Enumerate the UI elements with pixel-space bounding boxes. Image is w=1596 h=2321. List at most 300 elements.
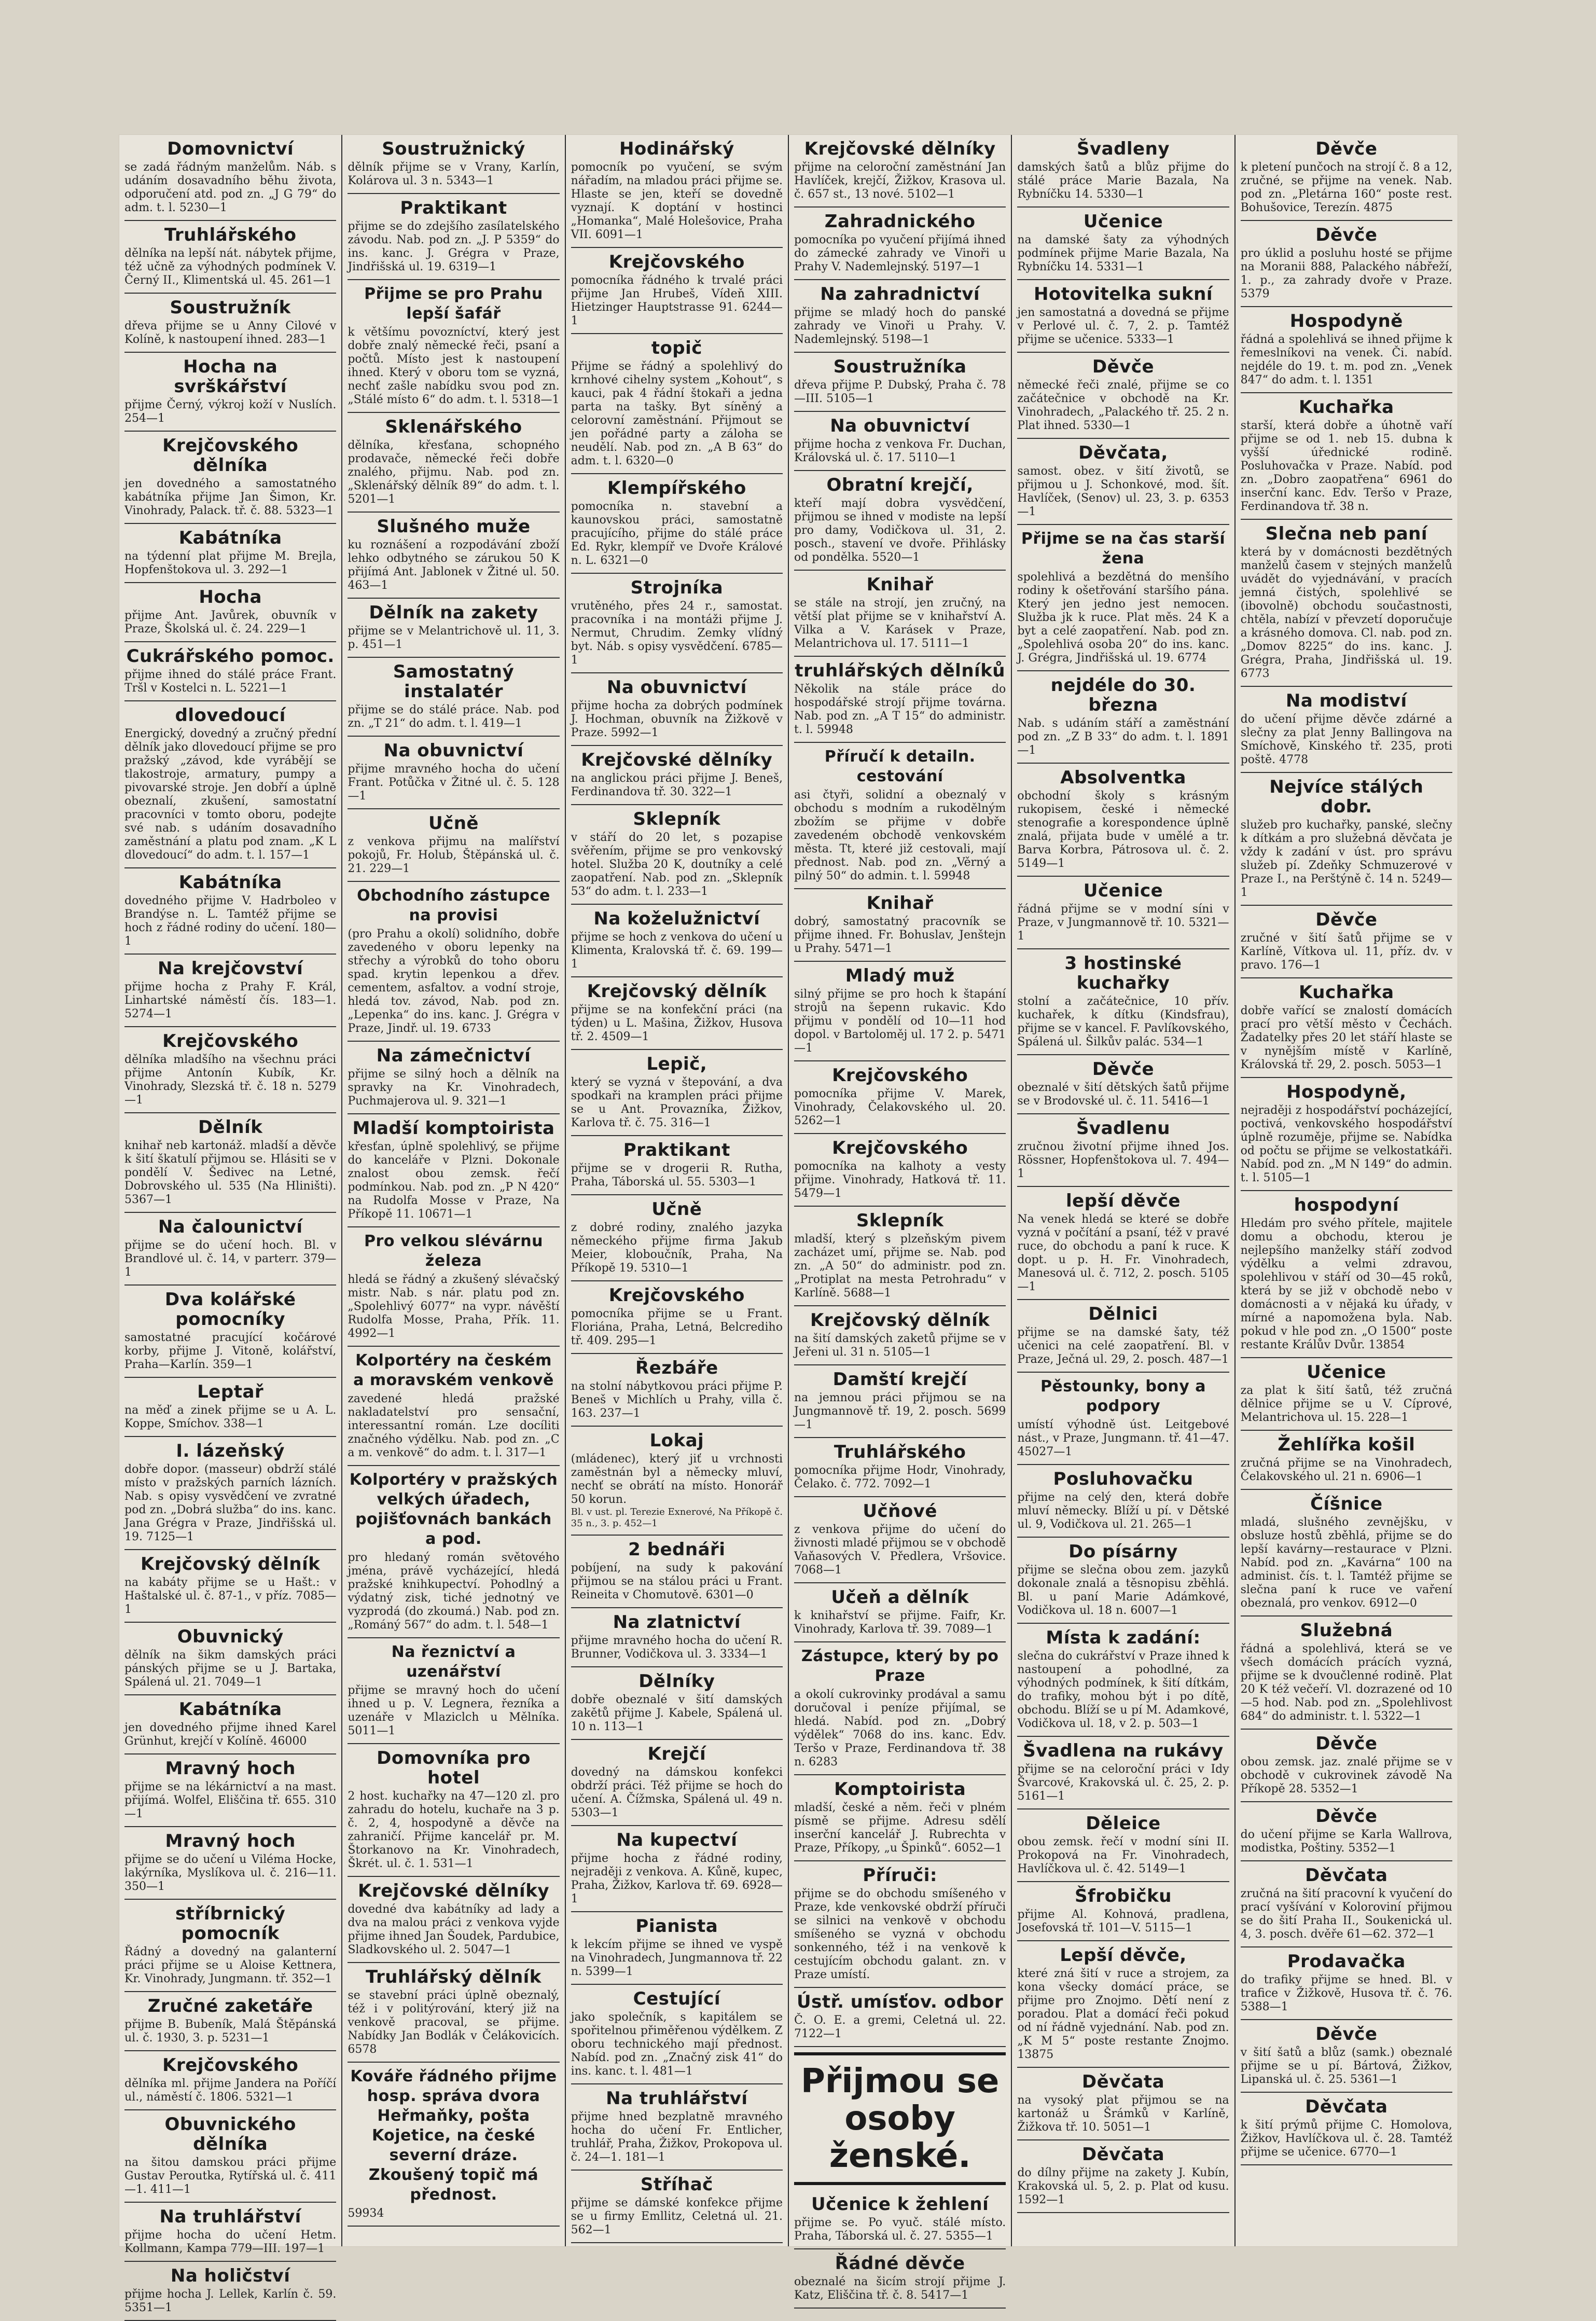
ad-text: přijme mravného hocha do učení Frant. Potůčka v Žitné ul. č. 5. 128—1: [348, 763, 560, 803]
ad-title: Na modiství: [1285, 690, 1407, 711]
classified-ad: [1241, 1617, 1452, 1730]
ad-text: přijme se silný hoch a dělník na spravky na Kr. Vinohradech, Puchmajerova ul. 9. 321—1: [348, 1068, 560, 1108]
classified-ad: [1017, 877, 1229, 949]
ad-text: přijme se dámské konfekce přijme se u firmy Emllitz, Celetná ul. 21. 562—1: [571, 2196, 783, 2236]
classified-ad: [124, 1550, 336, 1623]
ad-text: na šití damských zaketů přijme se v Jeřeni ul. 31 n. 5105—1: [794, 1332, 1006, 1359]
ad-title: Děvčata: [1081, 2144, 1165, 2165]
classified-ad: [571, 1281, 783, 1354]
ad-title: 3 hostinské kuchařky: [1064, 953, 1182, 993]
classified-ad: [794, 208, 1006, 280]
ad-title: Sklepník: [633, 809, 721, 830]
ad-text: dobře vařící se znalostí domácích prací pro větší město v Čechách. Žadatelky přes 20 let stáří hlaste se v nynějším místě v Karlíně, Královská tř. 29, 2. posch. 5053—1: [1240, 1004, 1452, 1071]
ad-text: Přijme se řádný a spolehlivý do krnhové cihelny system „Kohout“, s kauci, pak 4 řádní štokaři a jedna parta na tašky. Byt síněný a celorovní zaměstnání. Přijmout se jen pořádné party a záloha se neudělí. Nab. pod zn. „A B 63“ do adm. t. l. 6320—0: [571, 360, 783, 467]
ad-title: Děvče: [1315, 2024, 1378, 2044]
ad-text: přijme se na celoroční práci v Idy Švarcové, Krakovská ul. č. 25, 2. p. 5161—1: [1017, 1763, 1229, 1803]
ad-text: přijme mravného hocha do učení R. Brunner, Vodičkova ul. 3. 3334—1: [571, 1634, 783, 1661]
classified-ad: [571, 2171, 783, 2243]
classified-ad: [794, 2249, 1006, 2309]
ad-title: Děvče: [1092, 1059, 1155, 1080]
ad-text: přijme se do učení u Viléma Hocke, lakýrníka, Myslíkova ul. č. 216—11. 350—1: [124, 1853, 337, 1893]
ad-title: Děvče: [1315, 909, 1378, 930]
classified-ad: [124, 1900, 336, 1992]
ad-text: německé řeči znalé, přijme se co začátečnice v obchodě na Kr. Vinohradech, „Palackého tř. 25. 2 n. Plat ihned. 5330—1: [1017, 379, 1229, 432]
classified-ad: [124, 1827, 336, 1900]
classified-ad: [1017, 1538, 1229, 1624]
classified-ad: [794, 1207, 1006, 1306]
ad-text: přijme se do učení hoch. Bl. v Brandlové ul. č. 14, v parterr. 379—1: [124, 1239, 337, 1279]
ad-title: Komptoirista: [834, 1779, 966, 1800]
ad-text: mladší, který s plzeňským pivem zacházet umí, přijme se. Nab. pod zn. „A 50“ do administr. pod zn. „Protiplat na mesta Petrohradu“ v Karlíně. 5688—1: [794, 1233, 1006, 1300]
classified-ad: [348, 513, 559, 599]
ad-title: Děvče: [1315, 1733, 1378, 1754]
ad-title: Krejčovský dělník: [810, 1310, 990, 1331]
ad-title: Kuchařka: [1299, 982, 1394, 1003]
column-5: [1012, 135, 1235, 2246]
ad-title: Příručí k detailn. cestování: [824, 748, 976, 785]
classified-ad: [794, 1438, 1006, 1497]
classified-ad: [348, 1347, 559, 1466]
ad-text: přijme se na lékárnictví a na mast. přijímá. Wolfel, Eliščina tř. 655. 310—1: [124, 1780, 337, 1820]
ad-title: Šfrobičku: [1075, 1886, 1172, 1906]
ad-text: řádná a spolehlivá, která se ve všech domácích prácích vyzná, přijme se k dvoučlenné rodině. Plat 20 K též večeří. Vl. dozrazené od 10—5 hod. Nab. pod zn. „Spolehlivost 684“ do administr. t. l. 5322—1: [1240, 1642, 1452, 1723]
ad-text: Hledám pro svého přítele, majitele domu a obchodu, kterou je nejlepšího manželky stáří zodvod výdělku a velmi zdravou, spolehlivou v stáří od 30—45 roků, která by se již v obchodě nebo v domácnosti a v nějaká ku úřady, v mírné a napomožena byla. Nab. pokud v hle pod zn. „O 1500“ poste restante Králův Dvůr. 13854: [1240, 1217, 1452, 1351]
ad-title: Truhlářského: [834, 1442, 966, 1462]
classified-ad: [1241, 1078, 1452, 1191]
ad-text: silný přijme se pro hoch k štapání strojů na šepenn rukavic. Kdo přijmu v pondělí od 10—11 hod dopol. v Bartoloměj ul. 17 2. p. 5471—1: [794, 988, 1006, 1055]
ad-text: pomocníka přijme Hodr, Vinohrady, Čelako. č. 772. 7092—1: [794, 1464, 1006, 1490]
ad-title: Učenice k žehlení: [811, 2194, 989, 2215]
ad-text: pomocníka řádného k trvalé práci přijme Jan Hrubeš, Vídeň XIII. Hietzinger Hauptstrasse 91. 6244—1: [571, 274, 783, 327]
ad-text: přijme hocha z venkova Fr. Duchan, Královská ul. č. 17. 5110—1: [794, 438, 1006, 464]
classified-ad: [348, 280, 559, 413]
ad-title: Domovníka pro hotel: [377, 1748, 531, 1788]
ad-title: Řezbáře: [635, 1358, 718, 1378]
classified-ad: [124, 1754, 336, 1827]
classified-ad: [1241, 1802, 1452, 1861]
classified-ad: [571, 1667, 783, 1740]
ad-text: přijme se do stálé práce. Nab. pod zn. „T 21“ do adm. t. l. 419—1: [348, 703, 560, 730]
ad-text: přijme Ant. Javůrek, obuvník v Praze, Školská ul. č. 24. 229—1: [124, 609, 337, 635]
classified-ad: [571, 1427, 783, 1536]
classified-ad: [571, 1912, 783, 1985]
ad-text: pobíjení, na sudy k pakování přijmou se na stálou práci u Frant. Reineita v Chomutově. 6301—0: [571, 1562, 783, 1601]
ad-text: nejraději z hospodářství pocházející, poctivá, venkovského hospodářství úplně rozuměje, přijme se. Nabídka od počtu se přijme se velkostatkáři. Nabíd. pod zn. „M N 149“ do admin. t. l. 5105—1: [1240, 1104, 1452, 1184]
classified-ad: [124, 221, 336, 294]
column-2: [342, 135, 565, 2246]
ad-title: Knihař: [866, 893, 934, 914]
classified-ad: [1241, 687, 1452, 773]
ad-title: Dělníky: [639, 1671, 715, 1692]
classified-ad: [124, 642, 336, 701]
ad-title: Na obuvnictví: [606, 677, 747, 698]
ad-title: truhlářských dělníků: [795, 660, 1006, 681]
ad-text: na jemnou práci přijmou se na Jungmannově tř. 19, 2. posch. 5699—1: [794, 1391, 1006, 1431]
ad-text: obou zemsk. jaz. znalé přijme se v obchodě v cukrovinek závodě Na Příkopě 28. 5352—1: [1240, 1756, 1452, 1795]
ad-text: přijme se mladý hoch do panské zahrady ve Vinoři u Prahy. V. Nademlejnský. 5198—1: [794, 306, 1006, 346]
ad-title: Švadlenu: [1076, 1118, 1170, 1139]
ad-title: Na zahradnictví: [820, 284, 980, 305]
classified-ad: [794, 280, 1006, 353]
ad-title: Krejčovského: [162, 1031, 299, 1052]
ad-text: přijme se. Po vyuč. stálé místo. Praha, Táborská ul. č. 27. 5355—1: [794, 2216, 1006, 2243]
classified-ad: [571, 474, 783, 574]
classified-ad: [1241, 307, 1452, 393]
ad-title: Dva kolářské pomocníky: [164, 1289, 296, 1330]
ad-title: Krejčovského: [162, 2055, 299, 2076]
classified-ad: [124, 135, 336, 221]
classified-ad: [571, 1536, 783, 1608]
classified-ad: [571, 673, 783, 746]
ad-text: (pro Prahu a okolí) solidního, dobře zavedeného v oboru lepenky na střechy a výrobků do toho oboru spad. krytin lepenkou a dřev. cementem, asfaltov. a vodní stroje, hledá tov. závod, Nab. pod zn. „Lepenka“ do ins. kanc. J. Grégra v Praze, Jindř. ul. 19. 6733: [348, 928, 560, 1035]
ad-title: Zručné zaketáře: [147, 1996, 313, 2016]
ad-title: Místa k zadání:: [1046, 1627, 1201, 1648]
ad-text: za plat k šití šatů, též zručná dělnice přijme se u V. Cíprové, Melantrichova ul. 15. 228—1: [1240, 1384, 1452, 1424]
ad-title: Dělnici: [1088, 1304, 1158, 1324]
classified-ad: [1017, 1809, 1229, 1882]
ad-title: topič: [651, 338, 702, 358]
ad-title: Číšnice: [1310, 1494, 1383, 1514]
ad-text: přijme se do obchodu smíšeného v Praze, kde venkovské obdrží příruči se silnici na venkově v obchodu smíšeného se vyzná v obchodu sonkenného, též i na venkově k cestujícím obchodu galant. zn. v Praze umístí.: [794, 1887, 1006, 1981]
classified-ad: [571, 805, 783, 905]
classified-ad: [1241, 1947, 1452, 2020]
ad-title: Klempířského: [607, 478, 746, 499]
ad-text: slečna do cukrářství v Praze ihned k nastoupení a pohodlné, za výhodných podmínek, k šití dítkám, do trafiky, mohou být i po dítě, obchodu. Blíží se u pí M. Adamkové, Vodičkova ul. 18, v 2. p. 503—1: [1017, 1650, 1229, 1730]
ad-title: Dělník na zakety: [369, 602, 538, 623]
ad-title: I. lázeňský: [176, 1441, 285, 1461]
ad-text: do trafiky přijme se hned. Bl. v trafice v Žižkově, Husova tř. č. 76. 5388—1: [1240, 1973, 1452, 2013]
classified-ad: [794, 743, 1006, 889]
ad-text: se zadá řádným manželům. Náb. s udáním dosavadního běhu života, odporučení atd. pod zn. „J G 79“ do adm. t. l. 5230—1: [124, 161, 337, 214]
classified-ad: [1241, 773, 1452, 906]
ad-text: zavedené hledá pražské nakladatelství pro sensační, interessantní román. Lze docíliti značného výdělku. Nab. pod zn. „C a m. venkově“ do adm. t. l. 317—1: [348, 1392, 560, 1459]
ad-text: z dobré rodiny, znalého jazyka německého přijme firma Jakub Meier, kloboučník, Praha, Na Příkopě 19. 5310—1: [571, 1221, 783, 1275]
classified-ad: [124, 294, 336, 353]
classified-ad: [1017, 1737, 1229, 1809]
ad-text: Energický, dovedný a zručný přední dělník jako dlovedoucí přijme se pro pražský „závod, kde vyrábějí se tlakostroje, armatury, pumpy a pivovarské stroje. Jen dobří a úplně obeznalí, zkušení, samostatní pracovníci v tomto oboru, podejte své nab. s udáním dosavadního zaměstnání a platu pod znam. „K L dlovedoucí“ do adm. t. l. 157—1: [124, 727, 337, 862]
ad-title: Krejčovský dělník: [587, 981, 767, 1002]
ad-text: jako společník, s kapitálem se spořitelnou přiměřenou výdělkem. Z oboru technického mají přednost. Nabíd. pod zn. „Značný zisk 41“ do ins. kanc. t. l. 481—1: [571, 2011, 783, 2078]
classified-ad: [124, 1623, 336, 1695]
ad-title: Řádné děvče: [835, 2253, 965, 2274]
ad-text: řádná přijme se v modní síni v Praze, v Jungmannově tř. 10. 5321—1: [1017, 903, 1229, 943]
ad-title: Lepič,: [646, 1054, 707, 1074]
ad-title: Děvčata: [1305, 2096, 1388, 2117]
ad-title: Krejčovského: [608, 1285, 745, 1306]
classified-ad: [794, 2190, 1006, 2249]
ad-title: Učenice: [1307, 1362, 1386, 1383]
ad-title: Kabátníka: [178, 1699, 282, 1720]
ad-title: Absolventka: [1060, 767, 1186, 788]
classified-ad: [1017, 1882, 1229, 1941]
ad-text: řádná a spolehlivá se ihned přijme k řemeslníkovi na venek. Či. nabíd. nejdéle do 19. t. m. pod zn. „Venek 847“ do adm. t. l. 1351: [1240, 333, 1452, 386]
ad-text: služeb pro kuchařky, panské, slečny k dítkám a pro služebná děvčata je vždy k zadání v úst. pro správu služeb pí. Zdeňky Schmuzerové v Praze I., na Perštýně č. 14 n. 5249—1: [1240, 819, 1452, 899]
ad-title: Na řeznictví a uzenářství: [391, 1643, 516, 1681]
classified-ad: [124, 1378, 336, 1437]
ad-title: Na zlatnictví: [613, 1612, 741, 1633]
ad-text: jen samostatná a dovedná se přijme v Perlové ul. č. 7, 2. p. Tamtéž přijme se učenice. 5333—1: [1017, 306, 1229, 346]
ad-text: obeznalé v šití dětských šatů přijme se v Brodovské ul. č. 11. 5416—1: [1017, 1081, 1229, 1108]
ad-text: Nab. s udáním stáří a zaměstnání pod zn. „Z B 33“ do adm. t. l. 1891—1: [1017, 717, 1229, 757]
ad-title: Slečna neb paní: [1265, 523, 1428, 544]
ad-title: Lepší děvče,: [1060, 1945, 1187, 1966]
ad-text: přijme se mravný hoch do učení ihned u p. V. Legnera, řezníka a uzenáře v Mlaziclch u Mělníka. 5011—1: [348, 1684, 560, 1737]
classified-ad: [1241, 135, 1452, 221]
classified-ad: [794, 135, 1006, 208]
ad-title: Krejčovského: [832, 1065, 968, 1086]
classified-ad: [1241, 520, 1452, 687]
ad-title: Na kupectví: [616, 1830, 738, 1850]
ad-title: Děvče: [1315, 225, 1378, 245]
classified-ad: [1241, 393, 1452, 520]
ad-title: Děvčata: [1305, 1865, 1388, 1886]
classified-ad: [571, 574, 783, 673]
ad-text: které zná šití v ruce a strojem, za kona všecky domácí práce, se přijme pro Znojmo. Dětí není z poradou. Plat a domácí řeči pokud od ní řádně vyjednání. Nab. pod zn. „K M 5“ poste restante Znojmo. 13875: [1017, 1967, 1229, 2061]
ad-text: dělníka mladšího na všechnu práci přijme Antonín Kubík, Kr. Vinohrady, Slezská tř. č. 18 n. 5279—1: [124, 1053, 337, 1107]
ad-text: pomocník po vyučení, se svým nářadím, na mladou práci přijme se. Hlaste se jen, kteří se dovedně vyznají. K doptání v hostinci „Homanka“, Malé Holešovice, Praha VII. 6091—1: [571, 161, 783, 241]
ad-title: Pianista: [635, 1916, 718, 1937]
ad-text: na týdenní plat přijme M. Brejla, Hopfenštokova ul. 3. 292—1: [124, 550, 337, 576]
ad-text: 59934: [348, 2207, 384, 2220]
classified-ad: [124, 2110, 336, 2203]
ad-text: pomocníka n. stavební a kaunovskou práci, samostatně pracujícího, přijme do stálé práce Ed. Rykr, klempíř ve Dvoře Králové n. L. 6321—0: [571, 500, 783, 567]
column-6: [1236, 135, 1458, 2246]
classified-ad: [348, 1638, 559, 1744]
ad-text: přijme se v Melantrichově ul. 11, 3. p. 451—1: [348, 625, 560, 651]
ad-text: pomocníka na kalhoty a vesty přijme. Vinohrady, Hatková tř. 11. 5479—1: [794, 1160, 1006, 1200]
ad-title: Služebná: [1300, 1620, 1393, 1641]
ad-text: dovedné dva kabátníky ad lady a dva na malou práci z venkova vyjde přijme ihned Jan Šoudek, Pardubice, Sladkovského ul. 2. 5047—1: [348, 1903, 560, 1956]
ad-title: Samostatný instalatér: [393, 661, 515, 702]
ad-text: přijme se slečna obou zem. jazyků dokonale znalá a těsnopisu zběhlá. Bl. u paní Marie Adámkové, Vodičkova ul. 18 n. 6007—1: [1017, 1564, 1229, 1617]
ad-text: zručnou životní přijme ihned Jos. Rössner, Hopfenštokova ul. 7. 494—1: [1017, 1140, 1229, 1180]
classified-ad: [571, 2084, 783, 2171]
classified-ad: [1241, 1490, 1452, 1617]
ad-title: Hotovitelka sukní: [1033, 284, 1213, 305]
classified-ad: [571, 334, 783, 474]
classified-ad: [571, 248, 783, 334]
ad-title: Nejvíce stálých dobr.: [1269, 777, 1424, 817]
classified-ad: [348, 809, 559, 882]
ad-text: Č. O. E. a gremi, Celetná ul. 22. 7122—1: [794, 2014, 1006, 2040]
ad-text: stolní a začátečnice, 10 přív. kuchařek, k dítku (Kindsfrau), přijme se v kancel. F. Pavlíkovského, Spálená ul. Šilkův palác. 534—1: [1017, 995, 1229, 1048]
classified-ad: [348, 658, 559, 737]
classified-ad: [571, 1195, 783, 1281]
ad-text: zručná na šití pracovní k vyučení do prací vyšívání v Koloroviní přijmou se do šití Praha II., Soukenická ul. 4, 3. posch. dvěře 61—62. 372—1: [1240, 1887, 1452, 1941]
section-heading: Přijmou se osoby ženské.: [800, 2062, 1000, 2175]
ad-text: kteří mají dobra vysvědčení, přijmou se ihned v modiste na lepší pro damy, Vodičkova ul. 31, 2. posch., stavení ve dvoře. Přihlásky od pondělka. 5520—1: [794, 497, 1006, 564]
ad-text: dobrý, samostatný pracovník se přijme ihned. Fr. Bohuslav, Jenštejn u Prahy. 5471—1: [794, 915, 1006, 955]
ad-title: Pro velkou slévárnu železa: [364, 1232, 543, 1270]
ad-title: Žehlířka košil: [1278, 1434, 1415, 1455]
ad-text: se stavební práci úplně obeznalý, též i v politýrování, který již na venkově pracoval, se přijme. Nabídky Jan Bodlák v Čelákovicích. 6578: [348, 1989, 560, 2056]
ad-title: Kolportéry na českém a moravském venkově: [353, 1351, 554, 1389]
ad-title: Obchodního zástupce na provisi: [357, 887, 550, 924]
ad-text: k většímu povozníctví, který jest dobře znalý německé řeči, psaní a počtů. Místo jest k nastoupení ihned. Který v oboru tom se vyzná, nechť zašle nabídku svou pod zn. „Stálé místo 6“ do adm. t. l. 5318—1: [348, 326, 560, 406]
ad-text: který se vyzná v štepování, a dva spodkaři na kramplen práci přijme se u Ant. Provazníka, Žižkov, Karlova tř. č. 75. 316—1: [571, 1076, 783, 1129]
ad-text: dřeva přijme se u Anny Cilové v Kolíně, k nastoupení ihned. 283—1: [124, 320, 337, 346]
ad-text: 2 host. kuchařky na 47—120 zl. pro zahradu do hotelu, kuchaře na 3 p. č. 2, 4, hospodyně a děvče na zahraničí. Přijme kancelář pr. M. Štorkanovo na Kr. Vinohradech, Škrét. ul. č. 1. 531—1: [348, 1790, 560, 1870]
classified-ad: [571, 746, 783, 805]
ad-title: Na holičství: [170, 2265, 290, 2286]
ad-text: dobře obeznalé v šití damských zakětů přijme J. Kabele, Spálená ul. 10 n. 113—1: [571, 1693, 783, 1733]
ad-title: Pěstounky, bony a podpory: [1040, 1377, 1206, 1415]
ad-text: knihař neb kartonáž. mladší a děvče k šití škatulí přijmou se. Hlásiti se v pondělí V. Šedivec na Letné, Dobrovského ul. 535 (Na Hliništi). 5367—1: [124, 1139, 337, 1206]
column-4: [789, 135, 1012, 2302]
ad-text: do učení přijme se Karla Wallrova, modistka, Poštiny. 5352—1: [1240, 1828, 1452, 1855]
ad-text: křesťan, úplně spolehlivý, se přijme do kanceláře v Plzni. Dokonale znalost obou zemsk. řečí podmínkou. Nab. pod zn. „P N 420“ na Rudolfa Mosse v Praze, Na Příkopě 11. 10671—1: [348, 1140, 560, 1221]
ad-title: Na koželužnictví: [593, 908, 760, 929]
ad-text: na kabáty přijme se u Hašt.: v Haštalské ul. č. 87-1., v příz. 7085—1: [124, 1576, 337, 1616]
ad-text: hledá se řádný a zkušený slévačský mistr. Nab. s nár. platu pod zn. „Spolehlivý 6077“ na vypr. návěští Rudolfa Mosse, Praha, Přík. 11. 4992—1: [348, 1273, 560, 1340]
ad-text: jen dovedného přijme ihned Karel Grünhut, krejčí v Kolíně. 46000: [124, 1721, 337, 1748]
ad-text: na damské šaty za výhodných podmínek přijme Marie Bazala, Na Rybníčku 14. 5331—1: [1017, 233, 1229, 273]
ad-text: přijme hocha z řádné rodiny, nejraději z venkova. A. Kůně, kupec, Praha, Žižkov, Karlova tř. 69. 6928—1: [571, 1852, 783, 1905]
ad-title: Děvče: [1315, 1806, 1378, 1827]
classified-columns: [119, 135, 1458, 2314]
ad-title: Stříhač: [640, 2174, 713, 2195]
ad-title: Přijme se pro Prahu lepší šafář: [364, 285, 543, 323]
ad-title: Do písárny: [1068, 1541, 1178, 1562]
ad-title: Kuchařka: [1299, 397, 1394, 418]
ad-text: obchodní školy s krásným rukopisem, české i německé stenografie a korespondence úplně znalá, přijata bude v umělé a tr. Barva Korbra, Pátrosova ul. č. 2. 5149—1: [1017, 790, 1229, 870]
classified-ad: [1017, 2140, 1229, 2213]
classified-ad: [1241, 1431, 1452, 1490]
ad-text: přijme se na damské šaty, též učenici na celé zaopatření. Bl. v Praze, Ječná ul. 29, 2. posch. 487—1: [1017, 1326, 1229, 1366]
ad-title: Dělník: [198, 1117, 263, 1138]
ad-text: dělníka ml. přijme Jandera na Poříčí ul., náměstí č. 1806. 5321—1: [124, 2077, 337, 2104]
classified-ad: [1017, 1187, 1229, 1300]
ad-small-text: Bl. v ust. pl. Terezie Exnerové, Na Příkopě č. 35 n., 3. p. 452—1: [571, 1507, 783, 1529]
classified-ad: [1017, 1373, 1229, 1465]
ad-text: Řádný a dovedný na galanterní práci přijme se u Aloise Kettnera, Kr. Vinohrady, Jungmann. tř. 352—1: [124, 1945, 337, 1985]
ad-title: 2 bednáři: [628, 1539, 726, 1560]
ad-title: Lokaj: [649, 1430, 704, 1451]
section-divider: [794, 2052, 1006, 2055]
ad-text: obeznalé na šicím strojí přijme J. Katz, Eliščina tř. č. 8. 5417—1: [794, 2275, 1006, 2302]
classified-ad: [794, 1988, 1006, 2047]
classified-ad: [571, 1136, 783, 1195]
ad-text: jen dovedného a samostatného kabátníka přijme Jan Šimon, Kr. Vinohrady, Palack. tř. č. 88. 5323—1: [124, 477, 337, 517]
ad-title: hospodyní: [1294, 1195, 1399, 1215]
ad-text: přijme na celoroční zaměstnání Jan Havlíček, krejčí, Žižkov, Krasova ul. č. 657 st., 13 nové. 5102—1: [794, 161, 1006, 201]
ad-text: k lekcím přijme se ihned ve vyspě na Vinohradech, Jungmannova tř. 22 n. 5399—1: [571, 1938, 783, 1978]
classified-ad: [571, 1985, 783, 2084]
ad-text: přijme se do zdejšího zasílatelského závodu. Nab. pod zn. „J. P 5359“ do ins. kanc. J. Grégra v Praze, Jindřišská ul. 19. 6319—1: [348, 220, 560, 273]
ad-title: Obratní krejčí,: [826, 475, 974, 495]
classified-ad: [794, 471, 1006, 571]
ad-title: Příruči:: [863, 1865, 937, 1886]
ad-title: Zahradnického: [824, 211, 976, 232]
classified-ad: [1017, 671, 1229, 764]
classified-ad: [124, 353, 336, 432]
ad-title: Krejčovské dělníky: [581, 750, 773, 770]
ad-title: Učně: [428, 813, 479, 834]
classified-ad: [1017, 1300, 1229, 1373]
ad-title: Na obuvnictví: [830, 416, 970, 436]
classified-ad: [1017, 439, 1229, 525]
ad-text: na anglickou práci přijme J. Beneš, Ferdinandova tř. 30. 322—1: [571, 772, 783, 798]
ad-title: Děvčata: [1081, 2071, 1165, 2092]
ad-title: Švadleny: [1076, 139, 1170, 159]
classified-ad: [348, 1877, 559, 1963]
ad-title: Kabátníka: [178, 872, 282, 893]
ad-title: Na truhlářství: [159, 2206, 301, 2227]
ad-text: pro úklid a posluhu hosté se přijme na Moranii 888, Palackého nábřeží, 1. p., za zahrady dvoře v Praze. 5379: [1240, 247, 1452, 300]
ad-text: dobře dopor. (masseur) obdrží stálé místo v pražských parních lázních. Nab. s opisy vysvědčení ve zvratné pod zn. „Dobrá služba“ do ins. kanc. Jana Grégra v Praze, Jindřišská ul. 19. 7125—1: [124, 1463, 337, 1543]
ad-title: Na obuvnictví: [383, 740, 524, 761]
classified-ad: [571, 1608, 783, 1667]
classified-ad: [124, 955, 336, 1027]
ad-title: Na čalounictví: [158, 1217, 303, 1237]
ad-title: Cestující: [633, 1988, 720, 2009]
ad-title: Kolportéry v pražských velkých úřadech, pojišťovnách bankách a pod.: [349, 1471, 558, 1548]
ad-title: Krejčovské dělníky: [804, 139, 996, 159]
ad-text: přijme hocha J. Lellek, Karlín č. 59. 5351—1: [124, 2288, 337, 2314]
ad-text: v stáří do 20 let, s pozapise svěřením, přijme se pro venkovský hotel. Služba 20 K, doutníky a celé zaopatření. Nab. pod zn. „Sklepník 53“ do adm. t. l. 233—1: [571, 831, 783, 898]
classified-ad: [348, 413, 559, 513]
ad-title: Leptař: [197, 1381, 264, 1402]
ad-text: mladá, slušného zevnějšku, v obsluze hostů zběhlá, přijme se do lepší kavárny—restaurace v Plzni. Nabíd. pod zn. „Kavárna“ 100 na administ. čís. t. l. Tamtéž přijme se slečna paní k ruce ve vaření obeznalá, pro venkov. 6912—0: [1240, 1516, 1452, 1610]
ad-text: dělník přijme se v Vrany, Karlín, Kolárova ul. 3 n. 5343—1: [348, 161, 560, 187]
classified-ad: [1241, 2093, 1452, 2165]
classified-ad: [794, 889, 1006, 962]
ad-title: Obuvnický: [177, 1626, 284, 1647]
classified-ad: [348, 599, 559, 658]
classified-ad: [1241, 1358, 1452, 1431]
ad-title: Učeň a dělník: [831, 1587, 969, 1608]
ad-title: Na truhlářství: [606, 2088, 748, 2109]
classified-ad: [348, 737, 559, 809]
classified-ad: [348, 1466, 559, 1638]
classified-ad: [124, 868, 336, 955]
ad-title: Hocha na svrškářství: [174, 356, 287, 397]
classified-ad: [124, 1437, 336, 1550]
ad-text: umístí výhodně úst. Leitgebové nást., v Praze, Jungmann. tř. 41—47. 45027—1: [1017, 1418, 1229, 1458]
ad-title: Mladší komptoirista: [352, 1118, 555, 1139]
newspaper-page: [119, 135, 1458, 2314]
ad-text: přijme na celý den, která dobře mluví německy. Blíží u pí. v Dětské ul. 9, Vodičkova ul. 21. 265—1: [1017, 1491, 1229, 1531]
ad-text: se stále na strojí, jen zručný, na větší plat přijme se v knihařství A. Vilka a V. Karásek v Praze, Melantrichova ul. 17. 5111—1: [794, 597, 1006, 650]
ad-title: Učně: [651, 1199, 702, 1220]
ad-title: Sklenářského: [385, 417, 522, 437]
classified-ad: [1241, 1730, 1452, 1802]
ad-title: Zástupce, který by po Praze: [801, 1647, 999, 1685]
ad-text: Několik na stále práce do hospodářské strojí přijme továrna. Nab. pod zn. „A T 15“ do administr. t. l. 59948: [794, 683, 1006, 736]
ad-title: Knihař: [866, 574, 934, 595]
column-3: [566, 135, 789, 2246]
ad-text: přijme Černý, výkroj koží v Nuslích. 254—1: [124, 398, 337, 425]
ad-text: přijme hned bezplatně mravného hocha do učení Fr. Entlicher, truhlář, Praha, Žižkov, Prokopova ul. č. 24—1. 181—1: [571, 2110, 783, 2164]
ad-text: dělníka na lepší nát. nábytek přijme, též učně za výhodných podmínek V. Černý II., Klimentská ul. 45. 261—1: [124, 247, 337, 287]
ad-text: dovedný na dámskou konfekci obdrží práci. Též přijme se hoch do učení. A. Čížmska, Spálená ul. 49 n. 5303—1: [571, 1766, 783, 1819]
ad-title: Posluhovačku: [1053, 1469, 1193, 1489]
ad-title: Sklepník: [856, 1210, 944, 1231]
classified-ad: [571, 905, 783, 977]
ad-title: Děleice: [1086, 1813, 1161, 1834]
classified-ad: [348, 1963, 559, 2063]
ad-title: dlovedoucí: [175, 705, 286, 726]
section-divider: [794, 2182, 1006, 2185]
ad-text: obou zemsk. řečí v modní síni II. Prokopová na Fr. Vinohradech, Havlíčkova ul. č. 42. 5149—1: [1017, 1835, 1229, 1875]
ad-title: stříbrnický pomocník: [175, 1903, 286, 1944]
ad-text: v šití šatů a blůz (samk.) obeznalé přijme se u pí. Bártová, Žižkov, Lipanská ul. č. 25. 5361—1: [1240, 2046, 1452, 2086]
classified-ad: [348, 1744, 559, 1877]
classified-ad: [1241, 2020, 1452, 2093]
ad-title: Přijme se na čas starší žena: [1021, 530, 1226, 568]
ad-text: na šitou damskou práci přijme Gustav Peroutka, Rytířská ul. č. 411—1. 411—1: [124, 2156, 337, 2196]
ad-text: přijme se na konfekční práci (na týden) u L. Mašina, Žižkov, Husova tř. 2. 4509—1: [571, 1003, 783, 1043]
